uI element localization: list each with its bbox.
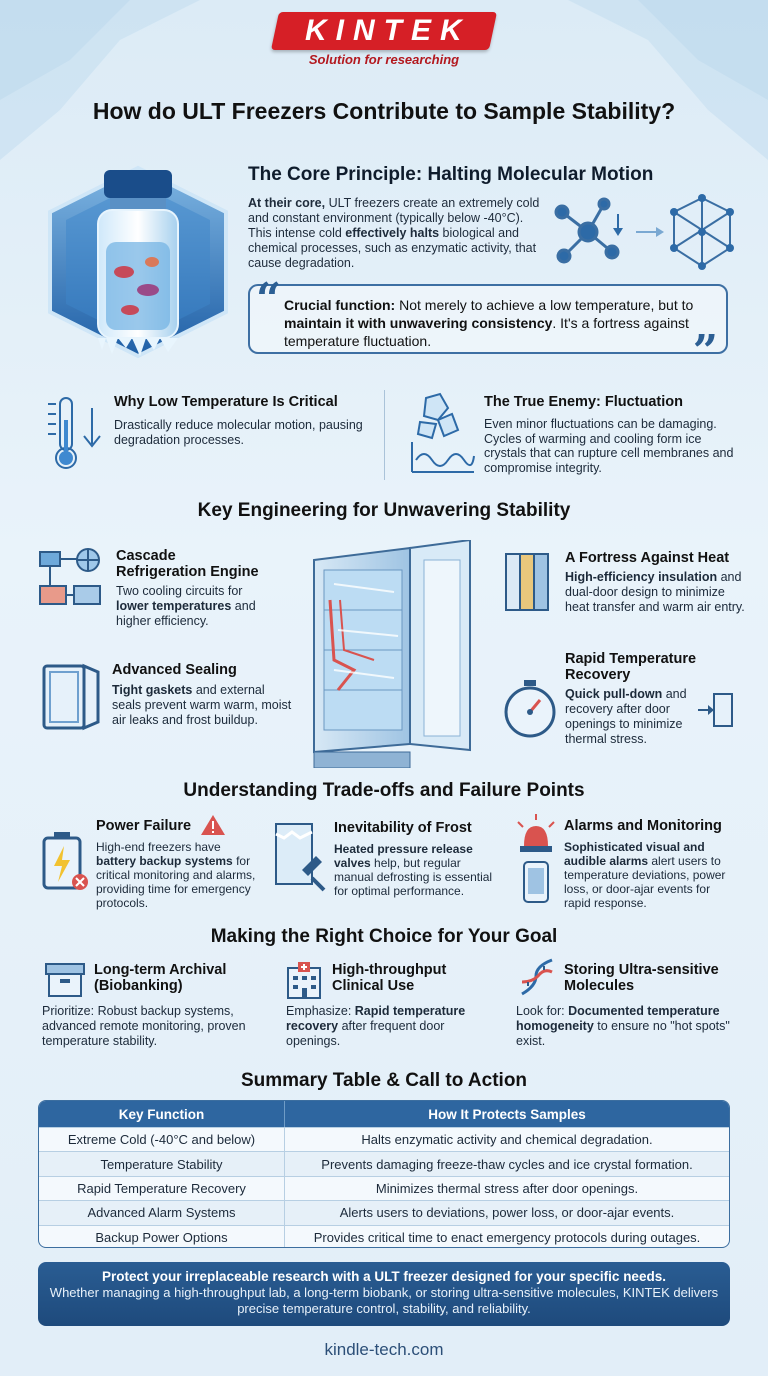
sealing-body (112, 683, 292, 728)
sealing-body-b: and external seals prevent warm warm, moist air leaks and frost buildup. (112, 683, 292, 727)
clinical-body (286, 1004, 496, 1049)
true-enemy-title: The True Enemy: Fluctuation (484, 394, 683, 410)
table-header-row (39, 1101, 729, 1127)
ice-crystal-wave-icon (408, 392, 478, 476)
table-row (39, 1176, 729, 1200)
logo-tagline: Solution for researching (308, 52, 460, 67)
alarms-title: Alarms and Monitoring (564, 818, 722, 834)
cascade-body-bold: lower temperatures (116, 599, 232, 613)
core-body-end: biological and chemical processes, such as enzymatic activity, that cause degradation. (248, 226, 537, 270)
door-exit-icon (696, 690, 736, 730)
recovery-body-bold: Quick pull-down (565, 687, 663, 701)
table-cell: Temperature Stability (39, 1152, 285, 1175)
molecule-freeze-icon (552, 192, 742, 274)
archive-box-icon (44, 962, 86, 998)
clinical-title: High-throughput Clinical Use (332, 962, 447, 994)
sensitive-body (516, 1004, 738, 1049)
dna-icon (516, 956, 558, 998)
clinical-body-b: after frequent door openings. (286, 1019, 445, 1048)
why-low-temp-title: Why Low Temperature Is Critical (114, 394, 338, 410)
table-row (39, 1225, 729, 1248)
archival-body: Prioritize: Robust backup systems, advanced remote monitoring, proven temperature stability. (42, 1004, 246, 1048)
table-row (39, 1200, 729, 1224)
frost-title: Inevitability of Frost (334, 820, 472, 836)
tradeoffs-heading: Understanding Trade-offs and Failure Points (183, 780, 585, 801)
kintek-logo[interactable] (271, 12, 497, 50)
logo-text: KINTEK (305, 14, 471, 47)
quote-lead: Crucial function: (284, 297, 396, 313)
table-header-cell: How It Protects Samples (428, 1106, 586, 1122)
battery-failure-icon (40, 830, 92, 892)
cta-body: Whether managing a high-throughput lab, a long-term biobank, or storing ultra-sensitive molecules, KINTEK delivers precise temperature control, stability, and reliability. (49, 1285, 719, 1316)
thermometer-down-icon (44, 394, 108, 474)
frost-body (334, 842, 500, 898)
sensitive-title: Storing Ultra-sensitive Molecules (564, 962, 719, 994)
summary-heading: Summary Table & Call to Action (240, 1070, 528, 1091)
website-link[interactable]: kindle-tech.com (324, 1340, 444, 1359)
cascade-body (116, 584, 272, 629)
fortress-title: A Fortress Against Heat (565, 550, 730, 566)
table-cell: Backup Power Options (39, 1226, 285, 1248)
true-enemy-body: Even minor fluctuations can be damaging. Cycles of warming and cooling form ice crystals that can rupture cell membranes and compromise integrity. (484, 417, 734, 475)
table-row (39, 1127, 729, 1151)
core-principle-body (248, 196, 548, 271)
frost-scraper-icon (272, 822, 328, 892)
open-quote-icon: “ (256, 274, 282, 325)
cta-headline: Protect your irreplaceable research with a ULT freezer designed for your specific needs. (102, 1269, 666, 1284)
sensitive-body-bold: Documented temperature homogeneity (516, 1004, 720, 1033)
recovery-title: Rapid Temperature Recovery (565, 651, 697, 683)
why-low-temp-body: Drastically reduce molecular motion, pausing degradation processes. (114, 418, 363, 447)
frozen-vial-icon (40, 162, 236, 362)
fortress-body (565, 570, 745, 615)
choice-heading: Making the Right Choice for Your Goal (210, 926, 558, 947)
table-cell: Extreme Cold (-40°C and below) (39, 1128, 285, 1151)
brand-header (0, 12, 768, 67)
alarms-body-bold: Sophisticated visual and audible alarms (564, 840, 705, 868)
cascade-body-b: and higher efficiency. (116, 599, 256, 628)
power-body-bold: battery backup systems (96, 854, 233, 868)
frost-body-bold: Heated pressure release valves (334, 842, 473, 870)
power-body-b: for critical monitoring and alarms, providing time for emergency protocols. (96, 854, 256, 910)
insulation-panel-icon (502, 550, 558, 614)
power-body-a: High-end freezers have (96, 840, 221, 854)
clinical-body-bold: Rapid temperature recovery (286, 1004, 466, 1033)
refrigeration-engine-icon (36, 546, 108, 614)
quote-mid: Not merely to achieve a low temperature, but to (395, 297, 694, 313)
engineering-heading: Key Engineering for Unwavering Stability (197, 500, 571, 521)
table-header-cell: Key Function (39, 1101, 285, 1127)
alarms-body (564, 840, 738, 910)
crucial-function-quote (248, 274, 728, 377)
cascade-title: Cascade Refrigeration Engine (116, 548, 259, 580)
table-cell: Alerts users to deviations, power loss, or door-ajar events. (339, 1205, 675, 1221)
core-body-mid: ULT freezers create an extremely cold and constant environment (typically below -40°C). This intense cold (248, 196, 540, 240)
frost-body-b: help, but regular manual defrosting is essential for optimal performance. (334, 856, 493, 898)
core-principle-title: The Core Principle: Halting Molecular Motion (248, 164, 654, 185)
call-to-action-banner[interactable] (38, 1262, 730, 1326)
table-cell: Prevents damaging freeze-thaw cycles and ice crystal formation. (321, 1156, 693, 1172)
table-cell: Minimizes thermal stress after door openings. (375, 1180, 639, 1196)
core-body-lead: At their core, (248, 196, 326, 210)
power-failure-body (96, 840, 256, 910)
clinical-body-a: Emphasize: (286, 1004, 355, 1018)
table-cell: Rapid Temperature Recovery (39, 1177, 285, 1200)
table-cell: Provides critical time to enact emergency protocols during outages. (313, 1229, 701, 1245)
ult-freezer-icon (294, 540, 486, 768)
sensitive-body-a: Look for: (516, 1004, 569, 1018)
sensitive-body-b: to ensure no "hot spots" exist. (516, 1019, 730, 1048)
close-quote-icon: ” (692, 326, 718, 377)
alarm-phone-icon (514, 812, 558, 904)
alarms-body-b: alert users to temperature deviations, power loss, or door-ajar events for rapid response. (564, 854, 726, 910)
power-failure-title: Power Failure (96, 818, 192, 834)
recovery-body (565, 687, 697, 747)
quote-end: . It's a fortress against temperature fluctuation. (284, 315, 689, 349)
recovery-body-b: and recovery after door openings to minimize thermal stress. (565, 687, 687, 746)
summary-table (38, 1100, 730, 1248)
cascade-body-a: Two cooling circuits for (116, 584, 243, 598)
quote-bold: maintain it with unwavering consistency (284, 315, 553, 331)
page-title: How do ULT Freezers Contribute to Sample Stability? (92, 98, 676, 124)
table-row (39, 1151, 729, 1175)
table-cell: Halts enzymatic activity and chemical degradation. (361, 1132, 653, 1148)
hospital-building-icon (284, 960, 324, 1000)
stopwatch-icon (502, 678, 558, 740)
divider (384, 390, 385, 480)
sealing-body-bold: Tight gaskets (112, 683, 193, 697)
sealing-title: Advanced Sealing (112, 662, 237, 678)
archival-title: Long-term Archival (Biobanking) (94, 962, 227, 994)
core-body-bold: effectively halts (345, 226, 440, 240)
fortress-body-bold: High-efficiency insulation (565, 570, 718, 584)
door-seal-icon (40, 662, 102, 732)
warning-icon (200, 814, 226, 836)
fortress-body-b: and dual-door design to minimize heat transfer and warm air entry. (565, 570, 745, 614)
table-cell: Advanced Alarm Systems (39, 1201, 285, 1224)
